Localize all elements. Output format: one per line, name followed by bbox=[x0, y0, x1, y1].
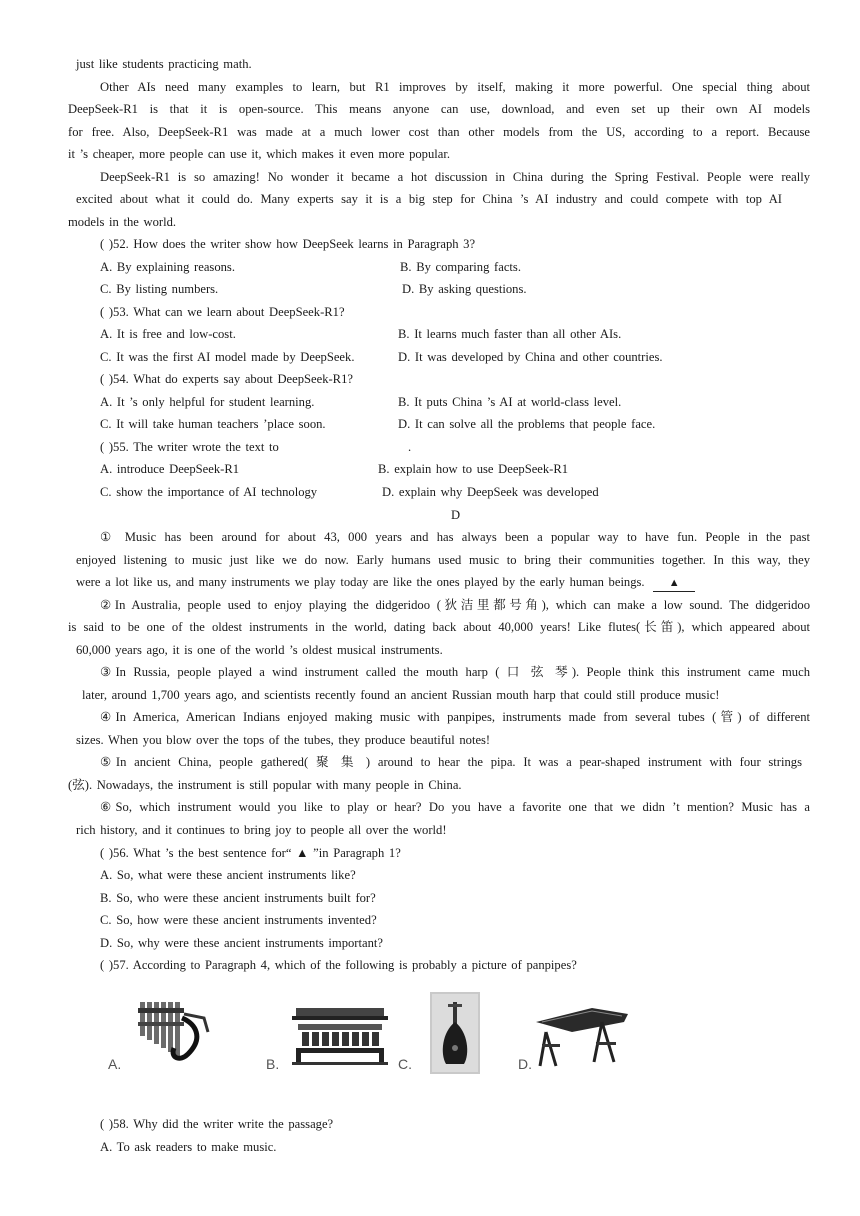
paragraph-line: DeepSeek-R1 is that it is open-source. This means anyone can use, download, and even set up their own AI models bbox=[68, 102, 810, 116]
option-c: C. So, how were these ancient instruments invented? bbox=[100, 913, 377, 927]
paragraph-line: just like students practicing math. bbox=[76, 57, 252, 71]
option-b: B. It puts China ’s AI at world-class level. bbox=[398, 395, 622, 409]
option-d: D. It was developed by China and other countries. bbox=[398, 350, 663, 364]
paragraph-line: ②In Australia, people used to enjoy playing the didgeridoo (狄洁里都号角), which can make a low sound. The didgeridoo bbox=[100, 598, 810, 612]
option-a: A. It is free and low-cost. bbox=[100, 327, 236, 341]
picture-options bbox=[100, 990, 660, 1080]
paragraph-line: Other AIs need many examples to learn, but R1 improves by itself, making it more powerful. One special thing about bbox=[100, 80, 810, 94]
paragraph-line: is said to be one of the oldest instruments in the world, dating back about 40,000 years! Like flutes(长笛), which appeared about bbox=[68, 620, 810, 634]
option-a: A. So, what were these ancient instruments like? bbox=[100, 868, 356, 882]
option-a: A. It ’s only helpful for student learning. bbox=[100, 395, 315, 409]
paragraph-text: were a lot like us, and many instruments we play today are like the ones played by the early human beings. bbox=[76, 575, 645, 589]
paragraph-line: ⑥So, which instrument would you like to play or hear? Do you have a favorite one that we didn ’t mention? Music has a bbox=[100, 800, 810, 814]
picture-label: A. bbox=[108, 1056, 122, 1072]
paragraph-line: 60,000 years ago, it is one of the world ’s oldest musical instruments. bbox=[76, 643, 443, 657]
option-c: C. It will take human teachers ’place soon. bbox=[100, 417, 326, 431]
paragraph-line: rich history, and it continues to bring joy to people all over the world! bbox=[76, 823, 447, 837]
option-a: A. introduce DeepSeek-R1 bbox=[100, 462, 240, 476]
paragraph-line: enjoyed listening to music just like we do now. Early humans used music to bring their communities together. In this way, they bbox=[76, 553, 810, 567]
chime-frame-icon bbox=[290, 1004, 390, 1066]
question-stem: ( )52. How does the writer show how DeepSeek learns in Paragraph 3? bbox=[100, 237, 476, 251]
option-a: A. By explaining reasons. bbox=[100, 260, 235, 274]
paragraph-line: ③In Russia, people played a wind instrument called the mouth harp ( 口 弦 琴). People think this instrument came much bbox=[100, 665, 810, 679]
option-b: B. So, who were these ancient instruments built for? bbox=[100, 891, 376, 905]
question-stem: ( )56. What ’s the best sentence for“ ▲ ”in Paragraph 1? bbox=[100, 846, 401, 860]
paragraph-line: it ’s cheaper, more people can use it, which makes it even more popular. bbox=[68, 147, 450, 161]
paragraph-line: models in the world. bbox=[68, 215, 177, 229]
paragraph-line: ① Music has been around for about 43, 000 years and has always been a popular way to have fun. People in the past bbox=[100, 530, 810, 544]
paragraph-line: ⑤In ancient China, people gathered( 聚 集 ) around to hear the pipa. It was a pear-shaped instrument with four strings bbox=[100, 755, 802, 769]
question-stem: ( )57. According to Paragraph 4, which of the following is probably a picture of panpipes? bbox=[100, 958, 577, 972]
paragraph-line: ④In America, American Indians enjoyed making music with panpipes, instruments made from several tubes (管) of different bbox=[100, 710, 810, 724]
option-d: D. It can solve all the problems that people face. bbox=[398, 417, 656, 431]
option-d: D. So, why were these ancient instruments important? bbox=[100, 936, 383, 950]
picture-label: B. bbox=[266, 1056, 280, 1072]
question-stem: ( )53. What can we learn about DeepSeek-R1? bbox=[100, 305, 345, 319]
option-c: C. show the importance of AI technology bbox=[100, 485, 318, 499]
paragraph-line: sizes. When you blow over the tops of the tubes, they produce beautiful notes! bbox=[76, 733, 491, 747]
option-b: B. By comparing facts. bbox=[400, 260, 521, 274]
option-d: D. By asking questions. bbox=[402, 282, 527, 296]
question-stem: ( )55. The writer wrote the text to bbox=[100, 440, 279, 454]
panpipes-icon bbox=[126, 998, 216, 1066]
option-b: B. explain how to use DeepSeek-R1 bbox=[378, 462, 569, 476]
guzheng-icon bbox=[532, 1000, 632, 1070]
option-b: B. It learns much faster than all other AIs. bbox=[398, 327, 622, 341]
option-d: D. explain why DeepSeek was developed bbox=[382, 485, 599, 499]
option-c: C. By listing numbers. bbox=[100, 282, 219, 296]
option-a: A. To ask readers to make music. bbox=[100, 1140, 277, 1154]
option-c: C. It was the first AI model made by DeepSeek. bbox=[100, 350, 355, 364]
paragraph-line bbox=[76, 574, 695, 592]
picture-label: C. bbox=[398, 1056, 412, 1072]
section-heading: D bbox=[451, 508, 461, 522]
picture-label: D. bbox=[518, 1056, 532, 1072]
question-stem-end: . bbox=[408, 440, 412, 454]
paragraph-line: for free. Also, DeepSeek-R1 was made at a much lower cost than other models from the US, according to a report. Because bbox=[68, 125, 810, 139]
question-stem: ( )54. What do experts say about DeepSeek-R1? bbox=[100, 372, 353, 386]
paragraph-line: later, around 1,700 years ago, and scientists recently found an ancient Russian mouth harp that could still produce music! bbox=[82, 688, 720, 702]
paragraph-line: excited about what it could do. Many experts say it is a big step for China ’s AI industry and could compete with top AI bbox=[76, 192, 782, 206]
question-stem: ( )58. Why did the writer write the passage? bbox=[100, 1117, 334, 1131]
answer-blank bbox=[653, 574, 695, 592]
paragraph-line: (弦). Nowadays, the instrument is still popular with many people in China. bbox=[68, 778, 462, 792]
paragraph-line: DeepSeek-R1 is so amazing! No wonder it became a hot discussion in China during the Spring Festival. People were really bbox=[100, 170, 810, 184]
blank-marker: ▲ bbox=[668, 577, 680, 589]
pipa-icon bbox=[430, 992, 480, 1074]
